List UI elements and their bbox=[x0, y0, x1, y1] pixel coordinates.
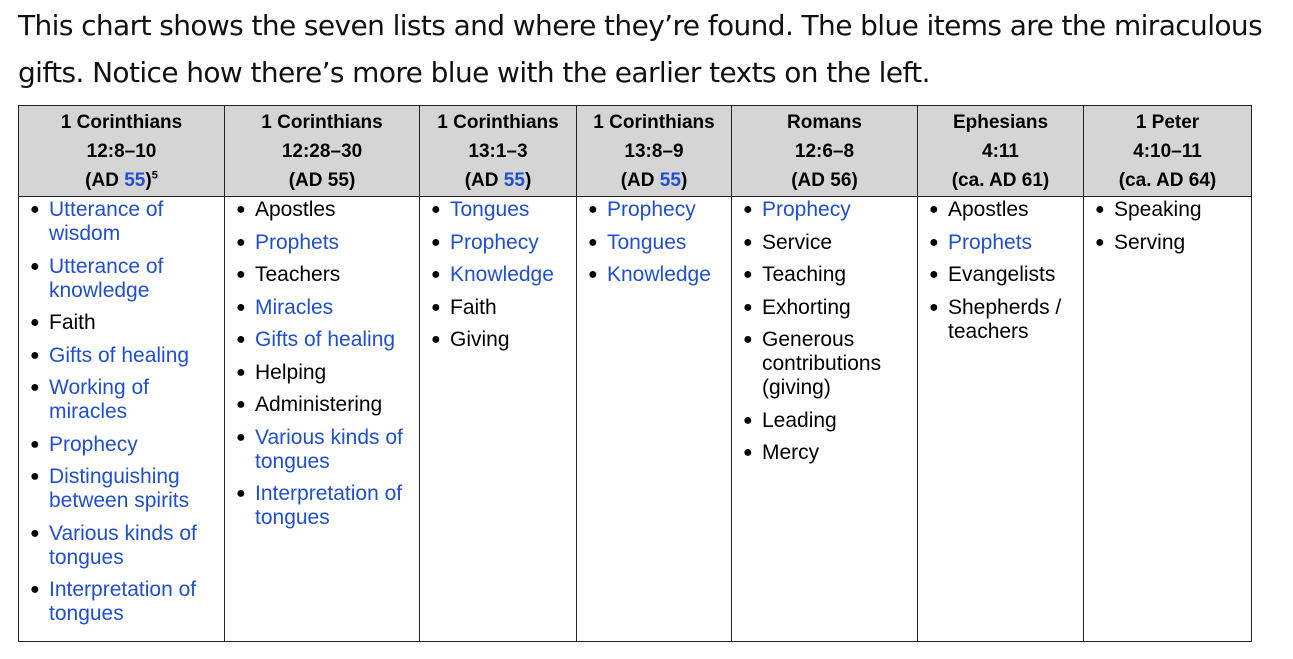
passage-reference: 13:8–9 bbox=[624, 140, 684, 162]
bullet-icon: ● bbox=[743, 298, 753, 316]
gift-list bbox=[428, 198, 572, 352]
date-prefix: (AD bbox=[791, 169, 831, 191]
bullet-icon: ● bbox=[30, 201, 40, 218]
bullet-icon: ● bbox=[431, 233, 441, 251]
gift-list-cell bbox=[577, 197, 732, 642]
list-item bbox=[926, 296, 1079, 344]
column-header bbox=[19, 106, 225, 197]
gift-list-cell bbox=[225, 197, 420, 642]
date-year: 55 bbox=[659, 169, 681, 191]
gift-name: Prophets bbox=[255, 230, 340, 254]
book-name: 1 Peter bbox=[1135, 111, 1200, 133]
bullet-icon: ● bbox=[929, 298, 939, 316]
list-item bbox=[740, 441, 913, 465]
list-item bbox=[27, 198, 220, 246]
list-item bbox=[585, 263, 727, 287]
gift-name: Helping bbox=[255, 360, 327, 384]
date-year: 64 bbox=[1188, 169, 1210, 191]
gift-name: Knowledge bbox=[450, 263, 554, 286]
bullet-icon: ● bbox=[30, 379, 40, 396]
bullet-icon: ● bbox=[431, 298, 441, 316]
gift-name: Service bbox=[762, 230, 833, 254]
list-item bbox=[428, 328, 572, 352]
bullet-icon: ● bbox=[236, 233, 246, 251]
gift-list bbox=[740, 198, 913, 465]
book-name: 1 Corinthians bbox=[60, 111, 183, 133]
list-item bbox=[27, 433, 220, 457]
bullet-icon: ● bbox=[30, 581, 40, 598]
bullet-icon: ● bbox=[431, 331, 441, 348]
bullet-icon: ● bbox=[929, 233, 939, 251]
list-item bbox=[926, 231, 1079, 255]
date-label bbox=[577, 166, 731, 195]
date-prefix: (AD bbox=[288, 169, 328, 191]
bullet-icon: ● bbox=[743, 331, 753, 348]
bullet-icon: ● bbox=[236, 331, 246, 348]
bullet-icon: ● bbox=[929, 266, 939, 283]
list-item bbox=[27, 255, 220, 303]
bullet-icon: ● bbox=[743, 411, 753, 429]
date-year: 61 bbox=[1021, 169, 1043, 191]
date-label bbox=[918, 166, 1083, 195]
list-item bbox=[740, 198, 913, 222]
column-header bbox=[918, 106, 1084, 197]
gift-name: Teaching bbox=[762, 263, 847, 286]
gift-name: Serving bbox=[1114, 230, 1186, 254]
passage-reference: 4:10–11 bbox=[1133, 140, 1202, 162]
gift-list bbox=[27, 198, 220, 626]
gift-name: Prophecy bbox=[607, 198, 696, 221]
list-item bbox=[428, 263, 572, 287]
column-header bbox=[732, 106, 918, 197]
gift-list-cell bbox=[1084, 197, 1252, 642]
gift-name: Various kinds of tongues bbox=[255, 425, 403, 473]
list-item bbox=[740, 296, 913, 320]
passage-reference: 12:6–8 bbox=[794, 140, 855, 162]
list-item bbox=[740, 231, 913, 255]
list-item bbox=[233, 296, 415, 320]
gift-name: Faith bbox=[450, 295, 497, 319]
gift-name: Exhorting bbox=[762, 295, 851, 319]
date-suffix: ) bbox=[680, 169, 688, 191]
gift-name: Working of miracles bbox=[49, 376, 149, 423]
gift-name: Prophecy bbox=[762, 198, 851, 221]
list-item bbox=[740, 328, 913, 400]
list-item bbox=[27, 376, 220, 424]
gift-name: Gifts of healing bbox=[255, 328, 396, 351]
gift-name: Administering bbox=[255, 393, 383, 416]
gift-name: Utterance of knowledge bbox=[49, 254, 164, 302]
bullet-icon: ● bbox=[236, 298, 246, 316]
column-header bbox=[1084, 106, 1252, 197]
intro-text: This chart shows the seven lists and where they’re found. The blue items are the miraculous gifts. Notice how there’s more blue with the earlier texts on the left. bbox=[18, 9, 1263, 89]
gift-name: Faith bbox=[49, 311, 96, 334]
gift-list-cell bbox=[420, 197, 577, 642]
gift-list bbox=[233, 198, 415, 530]
bullet-icon: ● bbox=[743, 266, 753, 283]
date-label bbox=[19, 166, 224, 195]
list-item bbox=[27, 465, 220, 513]
list-item bbox=[1092, 231, 1247, 255]
gift-name: Miracles bbox=[255, 295, 334, 319]
list-item bbox=[27, 578, 220, 626]
date-label bbox=[732, 166, 917, 195]
list-item bbox=[1092, 198, 1247, 222]
bullet-icon: ● bbox=[30, 346, 40, 364]
book-name: 1 Corinthians bbox=[261, 111, 383, 133]
date-prefix: (AD bbox=[620, 169, 660, 191]
date-year: 55 bbox=[124, 169, 146, 191]
date-suffix: ) bbox=[851, 169, 858, 191]
gift-name: Distinguishing between spirits bbox=[49, 465, 190, 512]
list-item bbox=[428, 198, 572, 222]
date-prefix: (AD bbox=[464, 169, 504, 191]
gift-list bbox=[585, 198, 727, 287]
gift-name: Knowledge bbox=[607, 263, 711, 286]
bullet-icon: ● bbox=[236, 485, 246, 502]
date-label bbox=[1084, 166, 1251, 195]
bullet-icon: ● bbox=[743, 233, 753, 251]
spiritual-gifts-table bbox=[18, 105, 1252, 642]
gift-name: Prophecy bbox=[450, 230, 539, 254]
gift-name: Interpretation of tongues bbox=[49, 578, 197, 625]
gift-list bbox=[1092, 198, 1247, 255]
column-header bbox=[420, 106, 577, 197]
gift-list-cell bbox=[19, 197, 225, 642]
list-item bbox=[233, 361, 415, 385]
gift-name: Tongues bbox=[450, 198, 530, 221]
bullet-icon: ● bbox=[588, 233, 598, 251]
list-item bbox=[27, 522, 220, 570]
bullet-icon: ● bbox=[929, 201, 939, 218]
gift-name: Shepherds / teachers bbox=[948, 295, 1062, 343]
date-suffix: ) bbox=[145, 169, 152, 191]
header-row bbox=[19, 106, 1252, 197]
gift-name: Prophecy bbox=[49, 432, 138, 456]
date-year: 56 bbox=[830, 169, 852, 191]
bullet-icon: ● bbox=[588, 201, 598, 218]
footnote-marker: 5 bbox=[151, 169, 158, 182]
list-item bbox=[926, 263, 1079, 287]
list-item bbox=[27, 344, 220, 368]
bullet-icon: ● bbox=[30, 257, 40, 275]
date-prefix: (ca. AD bbox=[951, 169, 1022, 191]
gift-name: Interpretation of tongues bbox=[255, 482, 403, 529]
bullet-icon: ● bbox=[30, 314, 40, 331]
gift-name: Giving bbox=[450, 328, 510, 351]
gift-name: Apostles bbox=[948, 198, 1029, 221]
column-header bbox=[577, 106, 732, 197]
gift-name: Various kinds of tongues bbox=[49, 521, 197, 569]
bullet-icon: ● bbox=[1095, 201, 1105, 218]
list-item bbox=[428, 231, 572, 255]
list-item bbox=[740, 263, 913, 287]
list-item bbox=[233, 426, 415, 474]
book-name: 1 Corinthians bbox=[593, 111, 715, 133]
passage-reference: 13:1–3 bbox=[468, 140, 528, 162]
bullet-icon: ● bbox=[236, 363, 246, 381]
book-name: 1 Corinthians bbox=[437, 111, 559, 133]
gift-name: Prophets bbox=[948, 230, 1033, 254]
list-item bbox=[233, 482, 415, 530]
date-label bbox=[225, 166, 419, 195]
bullet-icon: ● bbox=[743, 201, 753, 218]
bullet-icon: ● bbox=[30, 468, 40, 485]
gift-list bbox=[926, 198, 1079, 344]
list-item bbox=[233, 263, 415, 287]
bullet-icon: ● bbox=[1095, 233, 1105, 251]
list-item bbox=[926, 198, 1079, 222]
gift-name: Apostles bbox=[255, 198, 336, 221]
gift-name: Mercy bbox=[762, 441, 820, 464]
gift-name: Gifts of healing bbox=[49, 343, 190, 367]
table-row bbox=[19, 197, 1252, 642]
date-prefix: (ca. AD bbox=[1118, 169, 1189, 191]
date-suffix: ) bbox=[1042, 169, 1050, 191]
list-item bbox=[585, 231, 727, 255]
gift-list-cell bbox=[732, 197, 918, 642]
list-item bbox=[233, 198, 415, 222]
list-item bbox=[428, 296, 572, 320]
book-name: Romans bbox=[787, 111, 862, 133]
gift-name: Generous contributions (giving) bbox=[762, 328, 882, 399]
book-name: Ephesians bbox=[952, 111, 1049, 133]
gift-name: Utterance of wisdom bbox=[49, 198, 164, 245]
list-item bbox=[233, 231, 415, 255]
list-item bbox=[233, 393, 415, 417]
list-item bbox=[740, 409, 913, 433]
bullet-icon: ● bbox=[431, 266, 441, 283]
list-item bbox=[27, 311, 220, 335]
bullet-icon: ● bbox=[30, 524, 40, 542]
date-suffix: ) bbox=[348, 169, 356, 191]
bullet-icon: ● bbox=[431, 201, 441, 218]
bullet-icon: ● bbox=[236, 201, 246, 218]
bullet-icon: ● bbox=[30, 435, 40, 453]
bullet-icon: ● bbox=[236, 428, 246, 446]
bullet-icon: ● bbox=[743, 444, 753, 461]
column-header bbox=[225, 106, 420, 197]
bullet-icon: ● bbox=[588, 266, 598, 283]
date-year: 55 bbox=[503, 169, 525, 191]
date-prefix: (AD bbox=[85, 169, 125, 191]
gift-name: Evangelists bbox=[948, 263, 1056, 286]
passage-reference: 12:28–30 bbox=[281, 140, 363, 162]
bullet-icon: ● bbox=[236, 396, 246, 413]
passage-reference: 12:8–10 bbox=[86, 140, 157, 162]
gift-name: Speaking bbox=[1114, 198, 1202, 221]
bullet-icon: ● bbox=[236, 266, 246, 283]
gift-list-cell bbox=[918, 197, 1084, 642]
gift-name: Leading bbox=[762, 408, 837, 432]
gift-name: Tongues bbox=[607, 230, 687, 254]
date-suffix: ) bbox=[1209, 169, 1217, 191]
gift-name: Teachers bbox=[255, 263, 341, 286]
date-label bbox=[420, 166, 576, 195]
date-year: 55 bbox=[327, 169, 349, 191]
list-item bbox=[233, 328, 415, 352]
passage-reference: 4:11 bbox=[982, 140, 1019, 162]
date-suffix: ) bbox=[524, 169, 532, 191]
list-item bbox=[585, 198, 727, 222]
